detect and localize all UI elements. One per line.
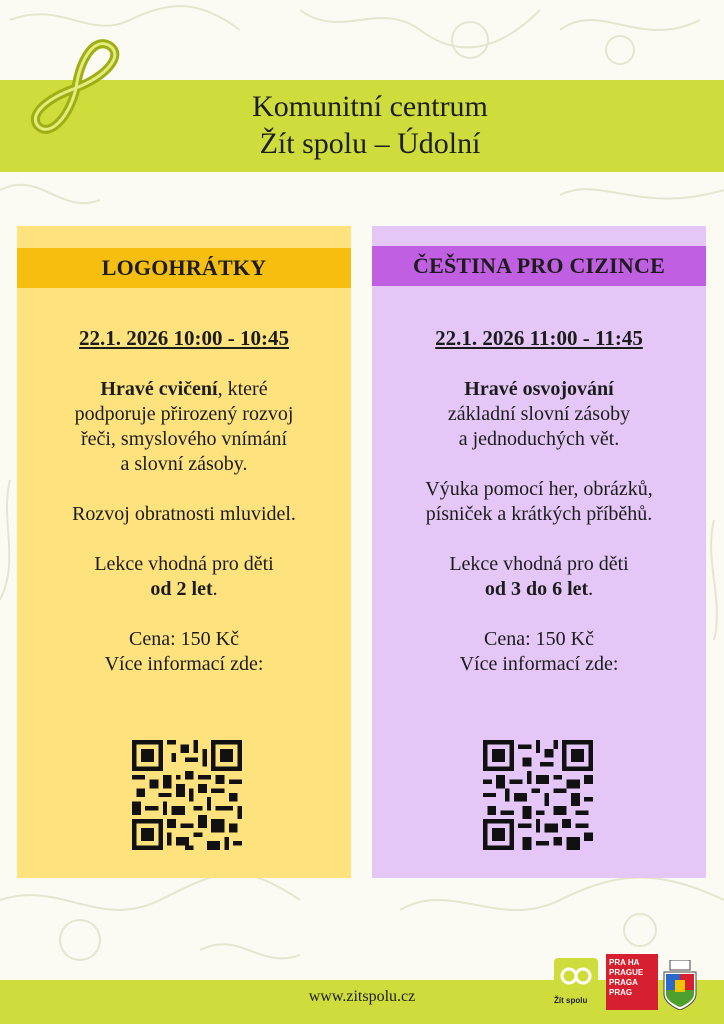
age-suffix: .	[588, 578, 594, 600]
card-heading: LOGOHRÁTKY	[17, 248, 351, 288]
more-info-label: Více informací zde:	[459, 653, 619, 675]
price: Cena: 150 Kč	[129, 628, 239, 650]
description-line: a jednoduchých vět.	[458, 428, 620, 450]
municipal-crest-icon	[662, 960, 698, 1010]
extra-line: Výuka pomocí her, obrázků,	[425, 478, 653, 500]
infinity-logo-icon	[28, 38, 128, 142]
age-info	[372, 552, 706, 602]
page-title	[160, 88, 580, 162]
card-logohratky	[17, 226, 351, 878]
description-bold: Hravé cvičení	[100, 378, 218, 400]
age-suffix: .	[212, 578, 218, 600]
partner-logos	[554, 952, 724, 1014]
age-line: Lekce vhodná pro děti	[449, 553, 629, 575]
extra-info	[372, 477, 706, 527]
praha-logo	[606, 954, 658, 1010]
title-line-2: Žít spolu – Údolní	[259, 127, 481, 160]
qr-code-icon[interactable]	[483, 740, 593, 850]
card-body	[17, 326, 351, 677]
more-info-label: Více informací zde:	[104, 653, 264, 675]
age-line: Lekce vhodná pro děti	[94, 553, 274, 575]
event-date: 22.1. 2026 10:00 - 10:45	[79, 326, 289, 350]
praha-logo-line: PRAGA	[609, 978, 638, 987]
event-date: 22.1. 2026 11:00 - 11:45	[435, 326, 643, 350]
description-line: podporuje přirozený rozvoj	[74, 403, 294, 425]
description-line: , které	[217, 378, 268, 400]
description-line: základní slovní zásoby	[447, 403, 631, 425]
description	[17, 377, 351, 477]
card-body	[372, 326, 706, 677]
description	[372, 377, 706, 452]
praha-logo-line: PRAGUE	[609, 968, 644, 977]
description-line: a slovní zásoby.	[120, 453, 248, 475]
description-bold: Hravé osvojování	[464, 378, 614, 400]
title-line-1: Komunitní centrum	[252, 90, 488, 123]
age-info	[17, 552, 351, 602]
extra-line: písniček a krátkých příběhů.	[425, 503, 653, 525]
card-cestina-pro-cizince	[372, 226, 706, 878]
praha-logo-line: PRA HA	[609, 958, 640, 967]
description-line: řeči, smyslového vnímání	[80, 428, 288, 450]
zit-spolu-logo-icon	[554, 958, 598, 994]
card-heading: ČEŠTINA PRO CIZINCE	[372, 246, 706, 286]
price: Cena: 150 Kč	[484, 628, 594, 650]
website-link[interactable]: www.zitspolu.cz	[308, 988, 416, 1005]
extra-info: Rozvoj obratnosti mluvidel.	[72, 503, 296, 525]
age-bold: od 2 let	[150, 578, 213, 600]
praha-logo-line: PRAG	[609, 988, 633, 997]
zit-spolu-logo-text: Žít spolu	[554, 996, 588, 1005]
qr-code-icon[interactable]	[132, 740, 242, 850]
age-bold: od 3 do 6 let	[484, 578, 589, 600]
